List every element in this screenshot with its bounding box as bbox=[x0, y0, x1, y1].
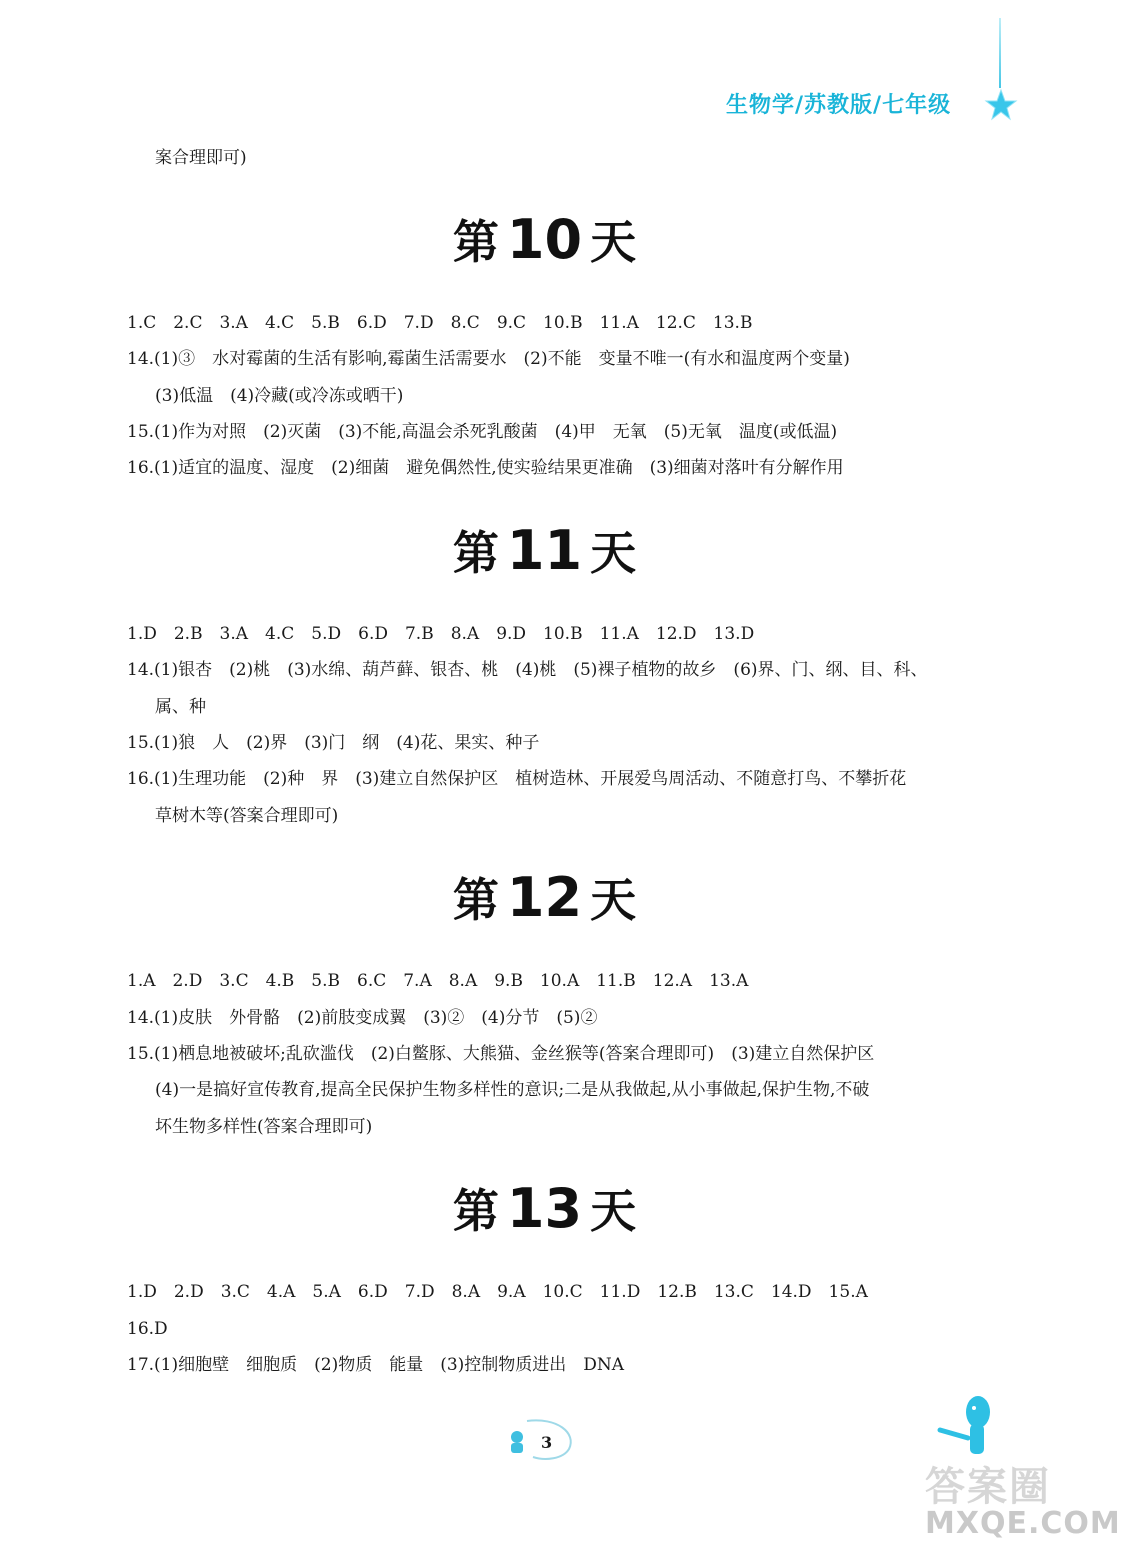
answer-line: (4)一是搞好宣传教育,提高全民保护生物多样性的意识;二是从我做起,从小事做起,保护生物,不破 bbox=[155, 1080, 870, 1100]
answer-line: 1.D 2.D 3.C 4.A 5.A 6.D 7.D 8.A 9.A 10.C 11.D 12.B 13.C 14.D 15.A bbox=[127, 1282, 868, 1302]
day-suffix: 天 bbox=[590, 873, 637, 927]
day-number: 11 bbox=[506, 519, 583, 582]
answer-line: 15.(1)栖息地被破坏;乱砍滥伐 (2)白鳖豚、大熊猫、金丝猴等(答案合理即可) (3)建立自然保护区 bbox=[127, 1044, 875, 1064]
answer-line: 草树木等(答案合理即可) bbox=[155, 806, 339, 826]
star-icon bbox=[984, 88, 1018, 122]
page-number: 3 bbox=[541, 1433, 553, 1452]
answer-line: 16.(1)生理功能 (2)种 界 (3)建立自然保护区 植树造林、开展爱鸟周活动、不随意打鸟、不攀折花 bbox=[127, 769, 907, 789]
day-heading bbox=[0, 206, 1089, 272]
day-suffix: 天 bbox=[590, 526, 637, 580]
day-suffix: 天 bbox=[590, 215, 637, 269]
day-number: 10 bbox=[506, 208, 583, 271]
answer-line: 16.(1)适宜的温度、湿度 (2)细菌 避免偶然性,使实验结果更准确 (3)细菌对落叶有分解作用 bbox=[127, 458, 844, 478]
day-heading bbox=[0, 1175, 1089, 1241]
answer-line: 16.D bbox=[127, 1319, 168, 1339]
answer-line: 坏生物多样性(答案合理即可) bbox=[155, 1117, 373, 1137]
answer-line: 15.(1)狼 人 (2)界 (3)门 纲 (4)花、果实、种子 bbox=[127, 733, 540, 753]
answer-line: 属、种 bbox=[155, 697, 206, 717]
day-heading bbox=[0, 517, 1089, 583]
answer-line: 17.(1)细胞壁 细胞质 (2)物质 能量 (3)控制物质进出 DNA bbox=[127, 1355, 625, 1375]
answer-line: 14.(1)皮肤 外骨骼 (2)前肢变成翼 (3)② (4)分节 (5)② bbox=[127, 1008, 598, 1028]
header-divider-line bbox=[999, 18, 1001, 88]
day-suffix: 天 bbox=[590, 1184, 637, 1238]
answer-line: 1.C 2.C 3.A 4.C 5.B 6.D 7.D 8.C 9.C 10.B 11.A 12.C 13.B bbox=[127, 313, 753, 333]
day-prefix: 第 bbox=[452, 526, 499, 580]
day-prefix: 第 bbox=[452, 1184, 499, 1238]
watermark-line1: 答案圈 bbox=[925, 1464, 1051, 1510]
watermark bbox=[925, 1455, 1121, 1541]
answer-line: 1.D 2.B 3.A 4.C 5.D 6.D 7.B 8.A 9.D 10.B 11.A 12.D 13.D bbox=[127, 624, 755, 644]
day-number: 12 bbox=[506, 866, 583, 929]
answer-line: 14.(1)银杏 (2)桃 (3)水绵、葫芦藓、银杏、桃 (4)桃 (5)裸子植物的故乡 (6)界、门、纲、目、科、 bbox=[127, 660, 928, 680]
day-number: 13 bbox=[506, 1177, 583, 1240]
day-prefix: 第 bbox=[452, 873, 499, 927]
day-prefix: 第 bbox=[452, 215, 499, 269]
header-title: 生物学/苏教版/七年级 bbox=[726, 93, 952, 118]
carryover-text: 案合理即可) bbox=[155, 148, 247, 168]
watermark-line2: MXQE.COM bbox=[925, 1506, 1121, 1541]
answer-line: 1.A 2.D 3.C 4.B 5.B 6.C 7.A 8.A 9.B 10.A 11.B 12.A 13.A bbox=[127, 971, 749, 991]
answer-line: 14.(1)③ 水对霉菌的生活有影响,霉菌生活需要水 (2)不能 变量不唯一(有水和温度两个变量) bbox=[127, 349, 850, 369]
day-heading bbox=[0, 864, 1089, 930]
answer-line: 15.(1)作为对照 (2)灭菌 (3)不能,高温会杀死乳酸菌 (4)甲 无氧 (5)无氧 温度(或低温) bbox=[127, 422, 838, 442]
answer-line: (3)低温 (4)冷藏(或冷冻或晒干) bbox=[155, 386, 404, 406]
